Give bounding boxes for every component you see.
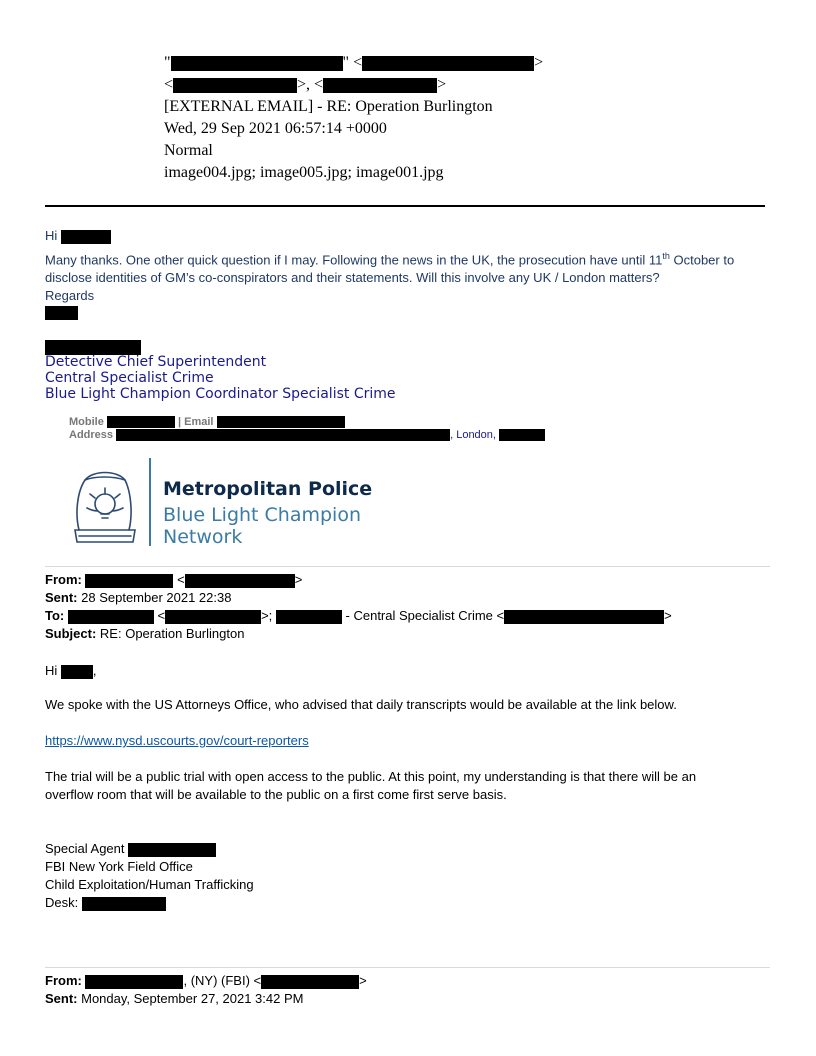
redacted-block [85, 574, 173, 588]
reply-closing: Regards [45, 288, 95, 304]
redacted-block [171, 56, 343, 71]
redacted-block [61, 665, 93, 679]
importance-value: Normal [164, 142, 213, 159]
redacted-block [261, 975, 359, 989]
redacted-block [173, 78, 297, 93]
section-divider [45, 967, 770, 968]
blue-light-icon [65, 458, 145, 548]
redacted-block [85, 975, 183, 989]
logo-divider [149, 458, 151, 546]
inline-images-value: image004.jpg; image005.jpg; image001.jpg [164, 164, 444, 181]
redacted-block [61, 230, 111, 244]
court-reporters-link[interactable]: https://www.nysd.uscourts.gov/court-reporters [45, 733, 309, 748]
redacted-block [499, 429, 545, 441]
redacted-block [82, 897, 166, 911]
fbi-signature: Special Agent FBI New York Field Office Child Exploitation/Human Trafficking Desk: [45, 841, 254, 910]
redacted-block [107, 416, 175, 428]
fbi-email-header: From: < > Sent: 28 September 2021 22:38 To: < >; - Central Specialist Crime < > Subject: RE: Operation Burlington [45, 572, 672, 641]
redacted-block [217, 416, 345, 428]
fbi-paragraph-2: The trial will be a public trial with open access to the public. At this point, my understanding is that there will be an overflow room that will be available to the public on a first come first serve basis. [45, 769, 697, 802]
logo-title: Metropolitan Police [163, 478, 373, 500]
reply-body: Many thanks. One other quick question if I may. Following the news in the UK, the prosecution have until 11th October to disclose identities of GM’s co-conspirators and their statements. Will this involve any UK / London matters? Regards [45, 247, 775, 305]
redacted-block [45, 340, 141, 355]
redacted-block [276, 610, 342, 624]
redacted-block [128, 843, 216, 857]
date-value: Wed, 29 Sep 2021 06:57:14 +0000 [164, 120, 387, 137]
redacted-block [323, 78, 437, 93]
reply-greeting: Hi [45, 227, 111, 245]
header-divider [45, 205, 765, 207]
redacted-block [68, 610, 154, 624]
fbi-paragraph-1: We spoke with the US Attorneys Office, who advised that daily transcripts would be available at the link below. [45, 697, 677, 712]
redacted-block [116, 429, 450, 441]
redacted-block [185, 574, 295, 588]
prior-email-header: From: , (NY) (FBI) < > Sent: Monday, September 27, 2021 3:42 PM [45, 973, 367, 1006]
redacted-block [45, 306, 78, 320]
redacted-block [362, 56, 534, 71]
signature-titles: Detective Chief Superintendent Central Specialist Crime Blue Light Champion Coordinator Specialist Crime [45, 354, 396, 402]
section-divider [45, 566, 770, 567]
fbi-greeting: Hi , [45, 663, 97, 678]
logo-subtitle: Blue Light Champion Network [163, 504, 362, 548]
met-police-logo [65, 458, 445, 550]
redacted-block [504, 610, 664, 624]
subject-value: [EXTERNAL EMAIL] - RE: Operation Burlington [164, 98, 493, 115]
signature-contact: Mobile | Email Address , London, [69, 416, 545, 442]
redacted-block [165, 610, 261, 624]
